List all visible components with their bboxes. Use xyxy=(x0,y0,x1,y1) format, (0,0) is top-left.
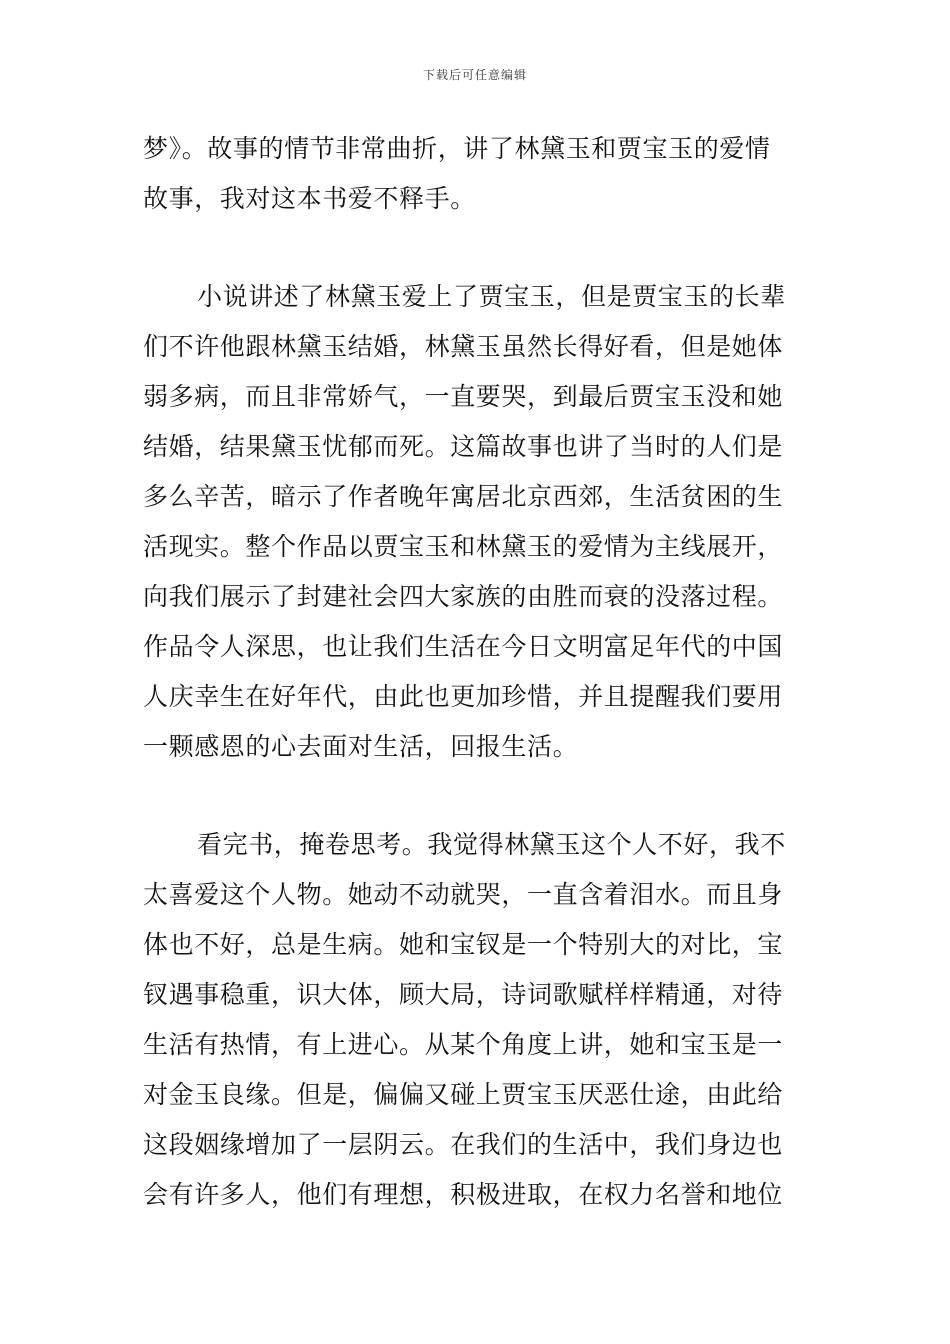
text-line: 人庆幸生在好年代，由此也更加珍惜，并且提醒我们要用 xyxy=(143,682,784,711)
text-line: 钗遇事稳重，识大体，顾大局，诗词歌赋样样精通，对待 xyxy=(143,980,784,1009)
text-line: 们不许他跟林黛玉结婚，林黛玉虽然长得好看，但是她体 xyxy=(143,332,784,361)
text-line: 一颗感恩的心去面对生活，回报生活。 xyxy=(143,732,579,761)
document-body xyxy=(143,124,807,1220)
text-line: 看完书，掩卷思考。我觉得林黛玉这个人不好，我不 xyxy=(197,830,786,859)
paragraph-1 xyxy=(143,124,807,224)
text-line: 多么辛苦，暗示了作者晚年寓居北京西郊，生活贫困的生 xyxy=(143,482,784,511)
text-line: 结婚，结果黛玉忧郁而死。这篇故事也讲了当时的人们是 xyxy=(143,432,784,461)
paragraph-gap xyxy=(143,772,807,820)
header-note: 下载后可任意编辑 xyxy=(422,68,527,82)
text-line: 对金玉良缘。但是，偏偏又碰上贾宝玉厌恶仕途，由此给 xyxy=(143,1080,784,1109)
text-line: 弱多病，而且非常娇气，一直要哭，到最后贾宝玉没和她 xyxy=(143,382,784,411)
text-line: 生活有热情，有上进心。从某个角度上讲，她和宝玉是一 xyxy=(143,1030,784,1059)
text-line: 作品令人深思，也让我们生活在今日文明富足年代的中国 xyxy=(143,632,784,661)
paragraph-2 xyxy=(143,272,807,772)
paragraph-3 xyxy=(143,820,807,1220)
text-line: 梦》。故事的情节非常曲折，讲了林黛玉和贾宝玉的爱情 xyxy=(143,134,771,163)
text-line: 体也不好，总是生病。她和宝钗是一个特别大的对比，宝 xyxy=(143,930,784,959)
text-line: 会有许多人，他们有理想，积极进取，在权力名誉和地位 xyxy=(143,1180,784,1209)
text-line: 故事，我对这本书爱不释手。 xyxy=(143,184,476,213)
text-line: 小说讲述了林黛玉爱上了贾宝玉，但是贾宝玉的长辈 xyxy=(197,282,786,311)
text-line: 这段姻缘增加了一层阴云。在我们的生活中，我们身边也 xyxy=(143,1130,784,1159)
text-line: 向我们展示了封建社会四大家族的由胜而衰的没落过程。 xyxy=(143,582,784,611)
paragraph-gap xyxy=(143,224,807,272)
text-line: 活现实。整个作品以贾宝玉和林黛玉的爱情为主线展开， xyxy=(143,532,784,561)
text-line: 太喜爱这个人物。她动不动就哭，一直含着泪水。而且身 xyxy=(143,880,784,909)
